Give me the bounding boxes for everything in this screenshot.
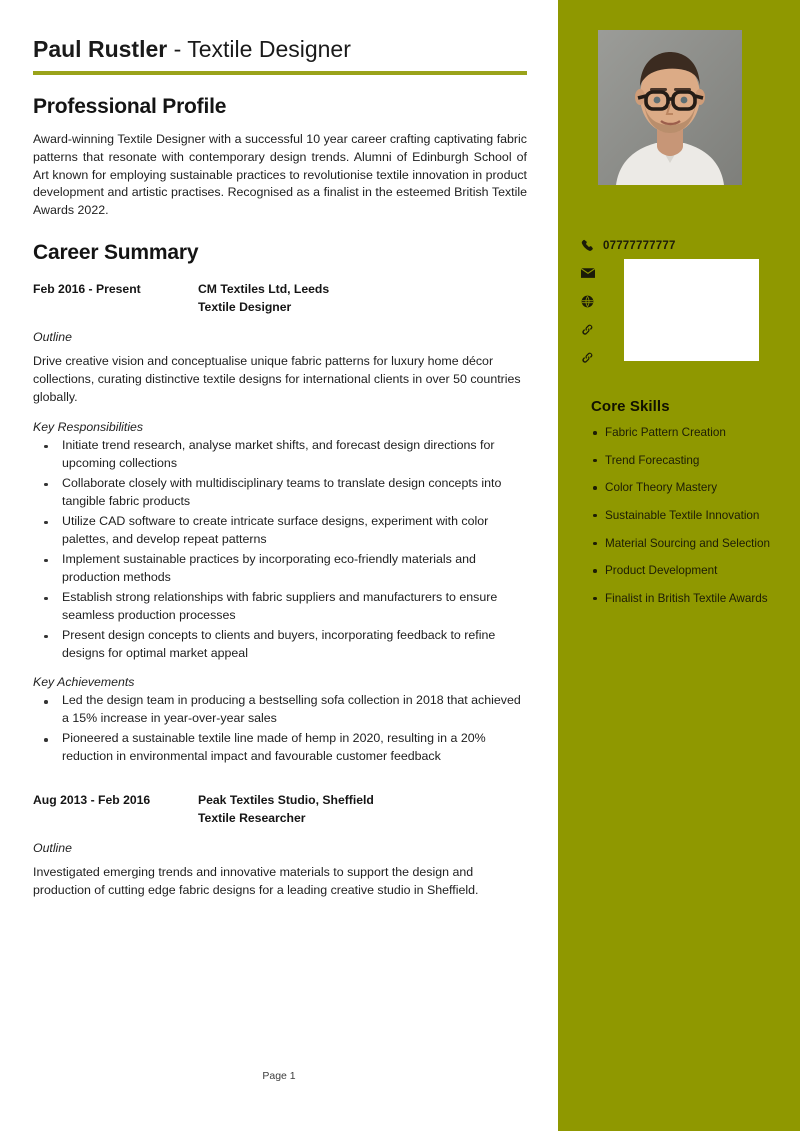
list-item: Color Theory Mastery	[591, 481, 781, 496]
outline-label: Outline	[33, 840, 72, 855]
profile-body: Award-winning Textile Designer with a successful 10 year career crafting captivating fabric patterns that resonate with contemporary design trends. Alumni of Edinburgh School of Art known for employing sustainable practices to revolutionise textile innovation in product development and artistic practises. Recognised as a finalist in the esteemed British Textile Awards 2022.	[33, 132, 527, 217]
job-company: Peak Textiles Studio, Sheffield	[198, 793, 374, 808]
list-item: Collaborate closely with multidisciplinary teams to translate design concepts into tangible fabric products	[33, 475, 527, 511]
job-dates: Feb 2016 - Present	[33, 282, 141, 297]
page-title	[33, 33, 525, 62]
redacted-contact-details	[624, 259, 759, 361]
responsibilities-label: Key Responsibilities	[33, 419, 144, 434]
globe-icon	[581, 295, 603, 308]
achievements-label: Key Achievements	[33, 675, 135, 690]
section-title-profile: Professional Profile	[33, 95, 227, 119]
title-separator: -	[167, 36, 188, 62]
avatar	[598, 30, 742, 185]
link-icon	[581, 351, 603, 364]
list-item: Present design concepts to clients and buyers, incorporating feedback to refine designs for optimal market appeal	[33, 627, 527, 663]
list-item: Utilize CAD software to create intricate surface designs, experiment with color palettes, and develop repeat patterns	[33, 513, 527, 549]
contact-phone[interactable]	[581, 233, 791, 258]
list-item: Trend Forecasting	[591, 454, 781, 469]
sidebar	[558, 0, 800, 1131]
job-title: Textile Designer	[198, 300, 292, 315]
candidate-name: Paul Rustler	[33, 36, 168, 62]
list-item: Led the design team in producing a bestselling sofa collection in 2018 that achieved a 15% increase in year-over-year sales	[33, 692, 527, 728]
outline-text: Investigated emerging trends and innovative materials to support the design and production of cutting edge fabric designs for a leading creative studio in Sheffield.	[33, 864, 479, 897]
job-header	[33, 792, 525, 827]
candidate-role: Textile Designer	[187, 36, 351, 62]
phone-icon	[581, 239, 603, 252]
link-icon	[581, 323, 603, 336]
list-item: Finalist in British Textile Awards	[591, 592, 781, 607]
contact-list	[581, 233, 791, 373]
core-skills-title: Core Skills	[591, 398, 670, 415]
list-item: Initiate trend research, analyse market shifts, and forecast design directions for upcoming collections	[33, 437, 527, 473]
header-rule	[33, 71, 527, 75]
phone-number: 07777777777	[603, 239, 676, 252]
job-dates: Aug 2013 - Feb 2016	[33, 793, 151, 808]
job-company-role	[198, 281, 329, 316]
outline-label: Outline	[33, 329, 72, 344]
section-title-career: Career Summary	[33, 241, 199, 265]
list-item: Fabric Pattern Creation	[591, 426, 781, 441]
job-header	[33, 281, 525, 316]
responsibilities-list	[33, 437, 527, 663]
job-entry	[33, 792, 525, 899]
envelope-icon	[581, 268, 603, 279]
job-company-role	[198, 792, 374, 827]
list-item: Establish strong relationships with fabric suppliers and manufacturers to ensure seamless production processes	[33, 589, 527, 625]
achievements-list	[33, 692, 527, 766]
list-item: Product Development	[591, 564, 781, 579]
list-item: Sustainable Textile Innovation	[591, 509, 781, 524]
core-skills-list	[591, 426, 781, 619]
list-item: Material Sourcing and Selection	[591, 537, 781, 552]
list-item: Implement sustainable practices by incorporating eco-friendly materials and production methods	[33, 551, 527, 587]
job-company: CM Textiles Ltd, Leeds	[198, 282, 330, 297]
page-footer: Page 1	[262, 1070, 296, 1082]
job-entry	[33, 281, 525, 766]
outline-text: Drive creative vision and conceptualise unique fabric patterns for luxury home décor collections, curating distinctive textile designs for international clients in over 50 countries globally.	[33, 353, 521, 404]
portrait-photo	[598, 30, 742, 185]
list-item: Pioneered a sustainable textile line made of hemp in 2020, resulting in a 20% reduction in environmental impact and favourable customer feedback	[33, 730, 527, 766]
job-title: Textile Researcher	[198, 811, 306, 826]
